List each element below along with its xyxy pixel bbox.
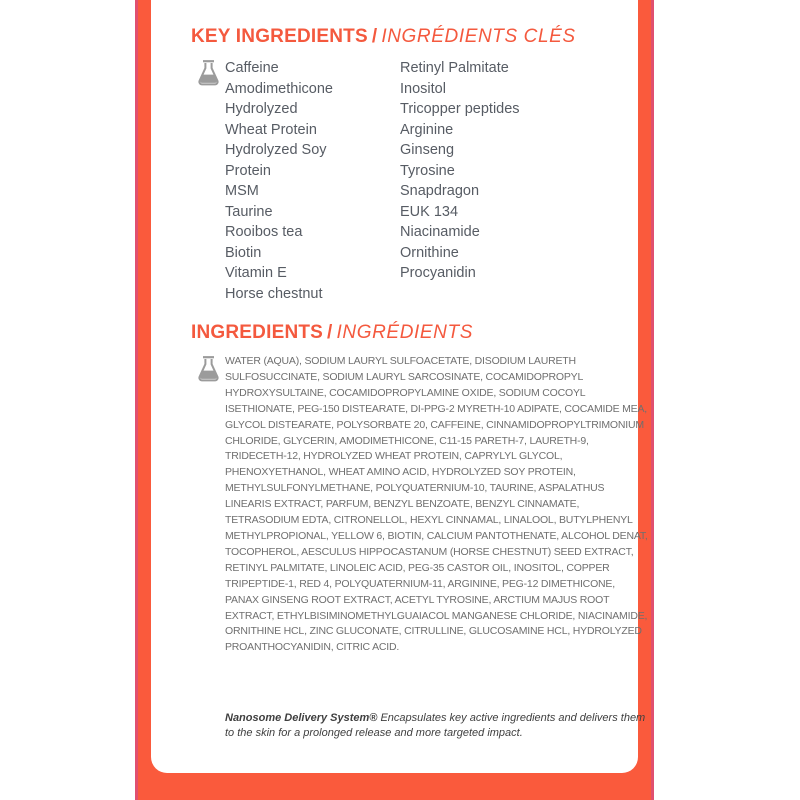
ingredients-title-fr: INGRÉDIENTS <box>336 322 473 343</box>
ingredient-item: Hydrolyzed Wheat Protein <box>225 101 317 138</box>
title-separator: / <box>327 322 333 343</box>
ingredients-title-en: INGREDIENTS <box>191 322 324 343</box>
key-ingredients-title-fr: INGRÉDIENTS CLÉS <box>381 26 576 47</box>
ingredient-item: Arginine <box>400 121 454 138</box>
ingredient-item: Amodimethicone <box>225 80 333 97</box>
label-card <box>135 0 654 800</box>
ingredient-item: Inositol <box>400 80 446 97</box>
delivery-system-footnote <box>225 711 649 741</box>
ingredient-item: Hydrolyzed Soy Protein <box>225 142 327 179</box>
ingredient-item: Niacinamide <box>400 224 480 240</box>
ingredient-item: Vitamin E <box>225 265 287 281</box>
footnote-text: Encapsulates key active ingredients and delivers them to the skin for a prolonged release and more targeted impact. <box>225 712 646 739</box>
ingredient-item: Biotin <box>225 244 262 261</box>
flask-icon <box>196 356 221 383</box>
label-panel <box>151 0 648 773</box>
ingredient-item: Rooibos tea <box>225 224 303 240</box>
ingredient-item: Tyrosine <box>400 162 455 179</box>
key-ingredients-title <box>191 26 576 48</box>
ingredients-title <box>191 322 473 344</box>
ingredient-item: MSM <box>225 183 259 199</box>
ingredient-item: Tricopper peptides <box>400 101 520 117</box>
ingredient-item: Caffeine <box>225 60 279 76</box>
ingredient-item: Snapdragon <box>400 183 480 199</box>
ingredient-item: Ginseng <box>400 142 455 158</box>
key-ingredients-list <box>225 58 570 304</box>
key-ingredients-column-right <box>400 58 570 304</box>
flask-icon <box>196 60 221 87</box>
ingredient-item: Horse chestnut <box>225 285 323 302</box>
ingredient-item: Retinyl Palmitate <box>400 60 509 76</box>
ingredient-item: EUK 134 <box>400 203 459 220</box>
ingredient-item: Taurine <box>225 203 273 220</box>
title-separator: / <box>371 26 378 47</box>
key-ingredients-column-left <box>225 58 343 304</box>
inci-ingredient-list: WATER (AQUA), SODIUM LAURYL SULFOACETATE, DISODIUM LAURETH SULFOSUCCINATE, SODIUM LAURYL SARCOSINATE, COCAMIDOPROPYL HYDROXYSULTAINE, COCAMIDOPROPYLAMINE OXIDE, SODIUM COCOYL ISETHIONATE, PEG-150 DISTEARATE, DI-PPG-2 MYRETH-10 ADIPATE, COCAMIDE MEA, GLYCOL DISTEARATE, POLYSORBATE 20, CAFFEINE, CINNAMIDOPROPYLTRIMONIUM CHLORIDE, GLYCERIN, AMODIMETHICONE, C11-15 PARETH-7, LAURETH-9, TRIDECETH-12, HYDROLYZED WHEAT PROTEIN, CAPRYLYL GLYCOL, PHENOXYETHANOL, WHEAT AMINO ACID, HYDROLYZED SOY PROTEIN, METHYLSULFONYLMETHANE, POLYQUATERNIUM-10, TAURINE, ASPALATHUS LINEARIS EXTRACT, PARFUM, BENZYL BENZOATE, BENZYL CINNAMATE, TETRASODIUM EDTA, CITRONELLOL, HEXYL CINNAMAL, LINALOOL, BUTYLPHENYL METHYLPROPIONAL, YELLOW 6, BIOTIN, CALCIUM PANTOTHENATE, ALCOHOL DENAT, TOCOPHEROL, AESCULUS HIPPOCASTANUM (HORSE CHESTNUT) SEED EXTRACT, RETINYL PALMITATE, LINOLEIC ACID, PEG-35 CASTOR OIL, INOSITOL, COPPER TRIPEPTIDE-1, RED 4, POLYQUATERNIUM-11, ARGININE, PEG-12 DIMETHICONE, PANAX GINSENG ROOT EXTRACT, ACETYL TYROSINE, ARCTIUM MAJUS ROOT EXTRACT, ETHYLBISIMINOMETHYLGUAIACOL MANGANESE CHLORIDE, NIACINAMIDE, ORNITHINE HCL, ZINC GLUCONATE, CITRULLINE, GLUCOSAMINE HCL, HYDROLYZED PROANTHOCYANIDIN, CITRIC ACID. <box>225 355 648 654</box>
ingredient-item: Procyanidin <box>400 265 476 281</box>
key-ingredients-title-en: KEY INGREDIENTS <box>191 26 368 47</box>
ingredient-item: Ornithine <box>400 244 459 261</box>
footnote-brand: Nanosome Delivery System® <box>225 712 378 724</box>
